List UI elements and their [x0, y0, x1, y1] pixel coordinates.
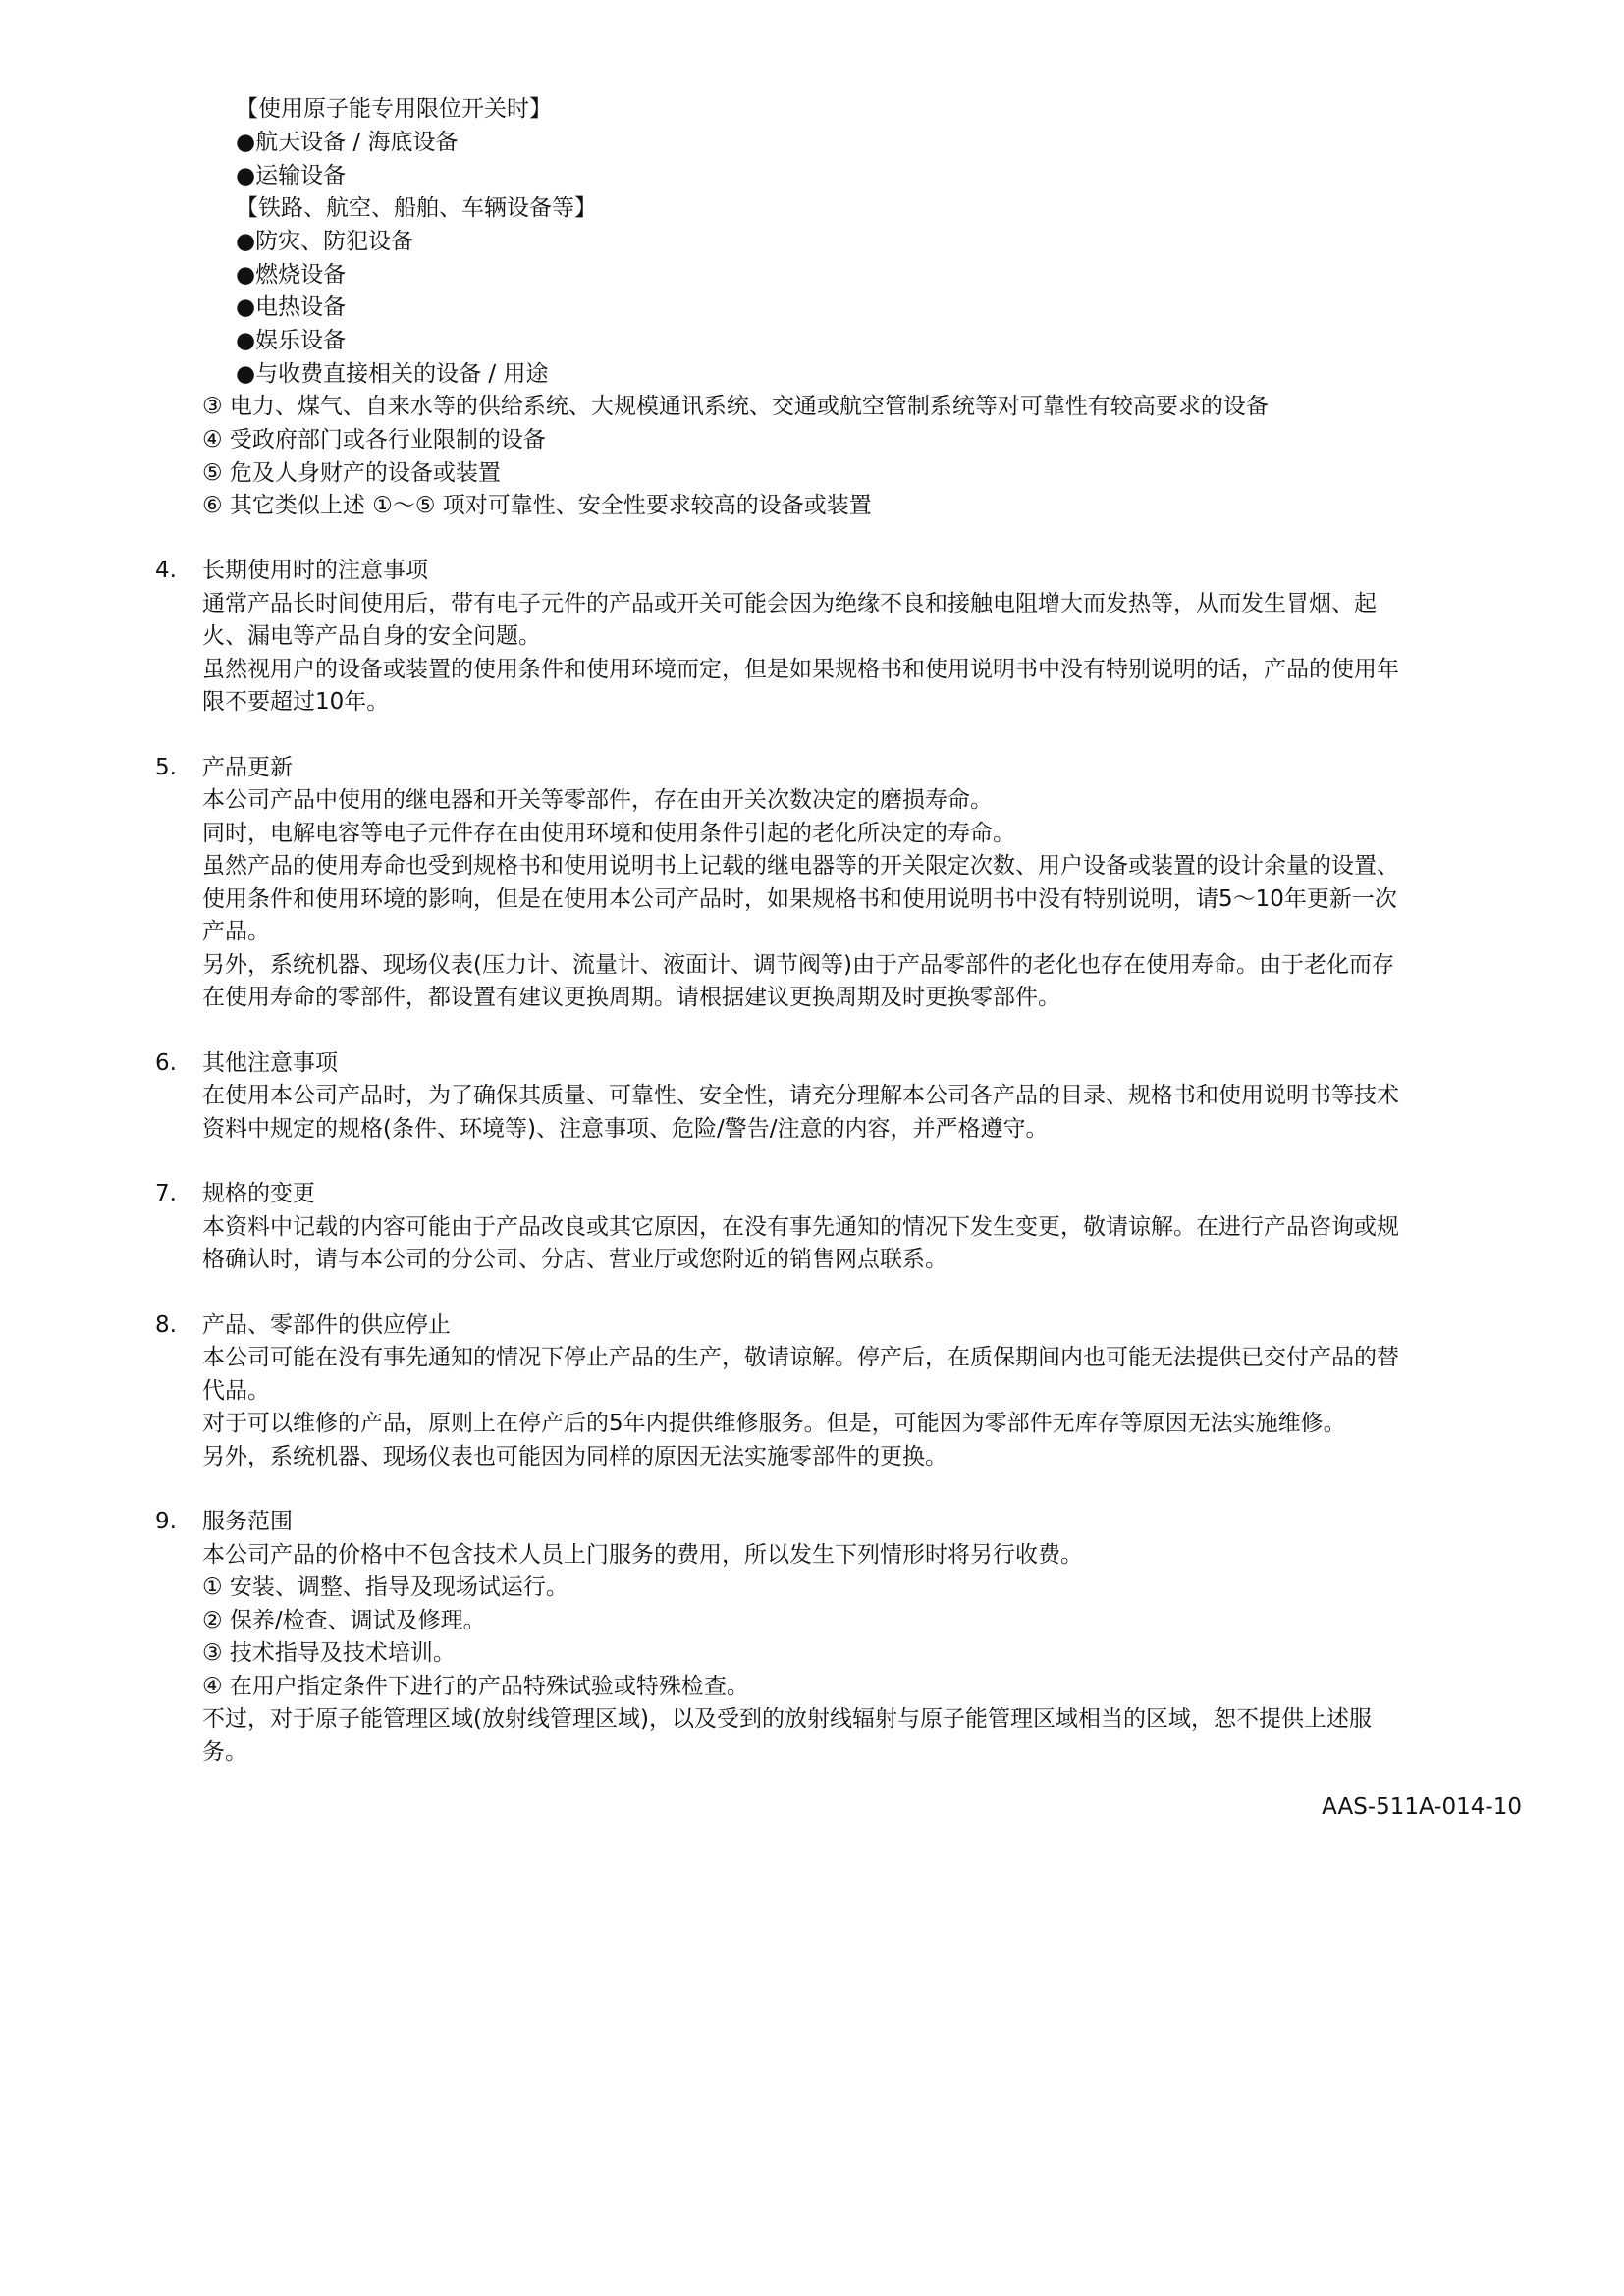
section-title: 服务范围 — [202, 1509, 293, 1534]
paragraph-line: 务。 — [202, 1739, 247, 1765]
numbered-item: ③ 电力、煤气、自来水等的供给系统、大规模通讯系统、交通或航空管制系统等对可靠性有较高要求的设备 — [202, 394, 1269, 419]
numbered-item: ① 安装、调整、指导及现场试运行。 — [202, 1575, 568, 1600]
paragraph-line: 代品。 — [202, 1378, 270, 1404]
paragraph-line: 不过，对于原子能管理区域(放射线管理区域)，以及受到的放射线辐射与原子能管理区域相当的区域，恕不提供上述服 — [202, 1706, 1372, 1732]
numbered-item: ⑤ 危及人身财产的设备或装置 — [202, 460, 501, 486]
paragraph-line: 另外，系统机器、现场仪表(压力计、流量计、液面计、调节阀等)由于产品零部件的老化也存在使用寿命。由于老化而存 — [202, 952, 1394, 978]
bracket-heading: 【使用原子能专用限位开关时】 — [236, 96, 552, 122]
paragraph-line: 通常产品长时间使用后，带有电子元件的产品或开关可能会因为绝缘不良和接触电阻增大而发热等，从而发生冒烟、起 — [202, 591, 1377, 616]
paragraph-line: 另外，系统机器、现场仪表也可能因为同样的原因无法实施零部件的更换。 — [202, 1444, 947, 1469]
section-title: 长期使用时的注意事项 — [202, 558, 428, 583]
section-number: 4. — [155, 558, 177, 583]
list-item: ●电热设备 — [236, 294, 347, 320]
paragraph-line: 本公司产品中使用的继电器和开关等零部件，存在由开关次数决定的磨损寿命。 — [202, 787, 993, 813]
section-title: 规格的变更 — [202, 1181, 315, 1206]
list-item: ●航天设备 / 海底设备 — [236, 130, 459, 155]
numbered-item: ② 保养/检查、调试及修理。 — [202, 1608, 486, 1633]
section-number: 8. — [155, 1312, 177, 1338]
paragraph-line: 火、漏电等产品自身的安全问题。 — [202, 623, 541, 649]
bracket-heading: 【铁路、航空、船舶、车辆设备等】 — [236, 195, 597, 221]
section-title: 产品更新 — [202, 755, 293, 780]
list-item: ●运输设备 — [236, 163, 347, 188]
numbered-item: ⑥ 其它类似上述 ①～⑤ 项对可靠性、安全性要求较高的设备或装置 — [202, 493, 872, 518]
paragraph-line: 限不要超过10年。 — [202, 689, 390, 715]
paragraph-line: 同时，电解电容等电子元件存在由使用环境和使用条件引起的老化所决定的寿命。 — [202, 821, 1015, 846]
numbered-item: ③ 技术指导及技术培训。 — [202, 1640, 456, 1666]
paragraph-line: 本公司可能在没有事先通知的情况下停止产品的生产，敬请谅解。停产后，在质保期间内也可能无法提供已交付产品的替 — [202, 1345, 1399, 1370]
list-item: ●燃烧设备 — [236, 262, 347, 288]
section-title: 产品、零部件的供应停止 — [202, 1312, 451, 1338]
list-item: ●与收费直接相关的设备 / 用途 — [236, 361, 549, 387]
numbered-item: ④ 受政府部门或各行业限制的设备 — [202, 427, 546, 453]
list-item: ●娱乐设备 — [236, 328, 347, 353]
section-number: 7. — [155, 1181, 177, 1206]
paragraph-line: 本公司产品的价格中不包含技术人员上门服务的费用，所以发生下列情形时将另行收费。 — [202, 1542, 1083, 1568]
document-code: AAS-511A-014-10 — [1322, 1794, 1522, 1820]
section-title: 其他注意事项 — [202, 1050, 338, 1076]
numbered-item: ④ 在用户指定条件下进行的产品特殊试验或特殊检查。 — [202, 1674, 749, 1699]
paragraph-line: 在使用寿命的零部件，都设置有建议更换周期。请根据建议更换周期及时更换零部件。 — [202, 985, 1060, 1010]
paragraph-line: 虽然视用户的设备或装置的使用条件和使用环境而定，但是如果规格书和使用说明书中没有特别说明的话，产品的使用年 — [202, 657, 1399, 682]
paragraph-line: 本资料中记载的内容可能由于产品改良或其它原因，在没有事先通知的情况下发生变更，敬请谅解。在进行产品咨询或规 — [202, 1214, 1399, 1240]
paragraph-line: 对于可以维修的产品，原则上在停产后的5年内提供维修服务。但是，可能因为零部件无库存等原因无法实施维修。 — [202, 1411, 1346, 1436]
paragraph-line: 在使用本公司产品时，为了确保其质量、可靠性、安全性，请充分理解本公司各产品的目录、规格书和使用说明书等技术 — [202, 1083, 1399, 1108]
paragraph-line: 格确认时，请与本公司的分公司、分店、营业厅或您附近的销售网点联系。 — [202, 1247, 947, 1272]
list-item: ●防灾、防犯设备 — [236, 229, 414, 254]
paragraph-line: 资料中规定的规格(条件、环境等)、注意事项、危险/警告/注意的内容，并严格遵守。 — [202, 1116, 1049, 1142]
section-number: 6. — [155, 1050, 177, 1076]
section-number: 9. — [155, 1509, 177, 1534]
paragraph-line: 使用条件和使用环境的影响，但是在使用本公司产品时，如果规格书和使用说明书中没有特别说明，请5～10年更新一次 — [202, 886, 1397, 912]
paragraph-line: 虽然产品的使用寿命也受到规格书和使用说明书上记载的继电器等的开关限定次数、用户设备或装置的设计余量的设置、 — [202, 853, 1399, 879]
paragraph-line: 产品。 — [202, 919, 270, 944]
section-number: 5. — [155, 755, 177, 780]
